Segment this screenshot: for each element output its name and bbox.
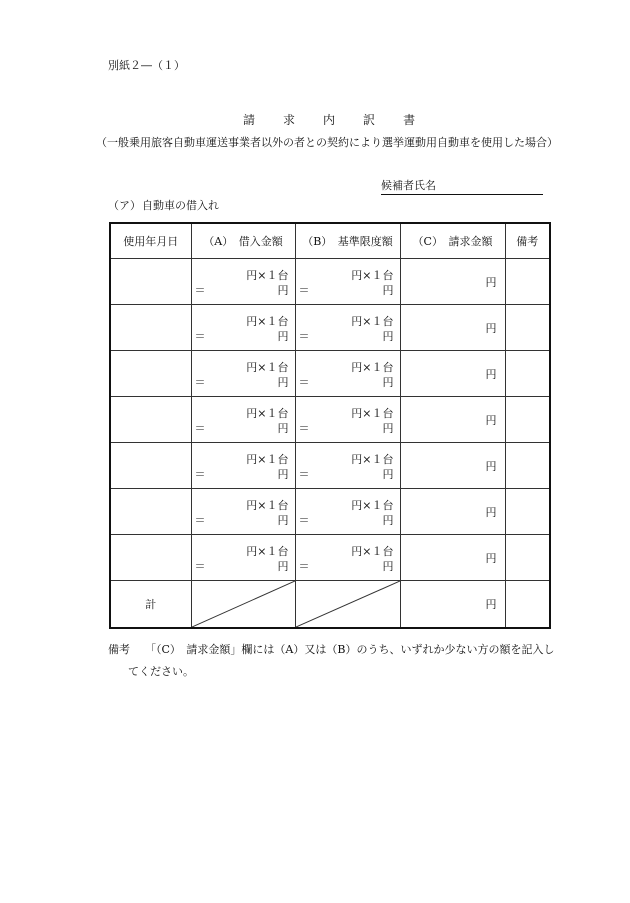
yen-unit: 円 [485, 367, 497, 381]
remarks-cell[interactable] [505, 259, 550, 305]
footnote [108, 641, 554, 657]
yen-unit: 円 [382, 560, 394, 573]
table-row [110, 351, 550, 397]
equals-sign: ＝ [298, 284, 310, 297]
title-char: 請 [243, 113, 256, 127]
equals-sign: ＝ [194, 560, 206, 573]
rental-amount-cell[interactable] [191, 305, 295, 351]
yen-unit: 円 [485, 551, 497, 565]
equals-sign: ＝ [194, 284, 206, 297]
title-char: 書 [403, 113, 416, 127]
standard-limit-cell[interactable] [295, 489, 400, 535]
yen-unit: 円 [485, 459, 497, 473]
yen-unit: 円 [277, 560, 289, 573]
yen-unit: 円 [382, 468, 394, 481]
rental-amount-cell[interactable] [191, 397, 295, 443]
header-rental-amount: （A） 借入金額 [191, 223, 295, 259]
diagonal-line [296, 581, 400, 627]
unit-rate-label: 円×１台 [246, 269, 289, 282]
yen-unit: 円 [277, 422, 289, 435]
equals-sign: ＝ [194, 330, 206, 343]
candidate-name-field[interactable] [381, 177, 543, 195]
remarks-cell[interactable] [505, 305, 550, 351]
unit-rate-label: 円×１台 [246, 407, 289, 420]
claim-amount-cell[interactable] [400, 443, 505, 489]
equals-sign: ＝ [298, 468, 310, 481]
claim-amount-cell[interactable] [400, 397, 505, 443]
date-cell[interactable] [110, 351, 191, 397]
claim-amount-cell[interactable] [400, 259, 505, 305]
claim-amount-cell[interactable] [400, 489, 505, 535]
title-char: 内 [323, 113, 336, 127]
unit-rate-label: 円×１台 [351, 407, 394, 420]
equals-sign: ＝ [194, 422, 206, 435]
unit-rate-label: 円×１台 [351, 545, 394, 558]
header-date: 使用年月日 [110, 223, 191, 259]
form-number: 別紙２―（１） [108, 59, 185, 72]
yen-unit: 円 [485, 505, 497, 519]
rental-amount-cell[interactable] [191, 259, 295, 305]
remarks-cell[interactable] [505, 489, 550, 535]
section-title: 自動車の借入れ [142, 199, 219, 212]
section-label: （ア） [108, 199, 141, 212]
equals-sign: ＝ [298, 560, 310, 573]
total-b-diagonal [295, 581, 400, 629]
table-row [110, 397, 550, 443]
section-heading [108, 197, 219, 213]
equals-sign: ＝ [298, 514, 310, 527]
standard-limit-cell[interactable] [295, 351, 400, 397]
candidate-name-label: 候補者氏名 [381, 179, 436, 192]
date-cell[interactable] [110, 397, 191, 443]
header-standard-limit: （B） 基準限度額 [295, 223, 400, 259]
diagonal-line [192, 581, 295, 627]
equals-sign: ＝ [298, 376, 310, 389]
total-remarks-cell[interactable] [505, 581, 550, 629]
date-cell[interactable] [110, 535, 191, 581]
unit-rate-label: 円×１台 [246, 499, 289, 512]
date-cell[interactable] [110, 305, 191, 351]
date-cell[interactable] [110, 443, 191, 489]
table-row [110, 489, 550, 535]
header-claim-amount: （C） 請求金額 [400, 223, 505, 259]
remarks-cell[interactable] [505, 443, 550, 489]
footnote-text-2: てください。 [128, 665, 194, 678]
total-claim-cell[interactable] [400, 581, 505, 629]
title-char: 訳 [363, 113, 376, 127]
total-label: 計 [110, 581, 191, 629]
remarks-cell[interactable] [505, 397, 550, 443]
rental-amount-cell[interactable] [191, 535, 295, 581]
yen-unit: 円 [485, 413, 497, 427]
yen-unit: 円 [277, 330, 289, 343]
unit-rate-label: 円×１台 [246, 453, 289, 466]
standard-limit-cell[interactable] [295, 259, 400, 305]
header-remarks: 備考 [505, 223, 550, 259]
standard-limit-cell[interactable] [295, 535, 400, 581]
unit-rate-label: 円×１台 [351, 315, 394, 328]
rental-amount-cell[interactable] [191, 489, 295, 535]
yen-unit: 円 [485, 598, 497, 611]
rental-amount-cell[interactable] [191, 351, 295, 397]
claim-amount-cell[interactable] [400, 535, 505, 581]
total-a-diagonal [191, 581, 295, 629]
remarks-cell[interactable] [505, 351, 550, 397]
equals-sign: ＝ [298, 422, 310, 435]
yen-unit: 円 [382, 422, 394, 435]
unit-rate-label: 円×１台 [246, 545, 289, 558]
equals-sign: ＝ [194, 514, 206, 527]
date-cell[interactable] [110, 489, 191, 535]
document-title [243, 111, 443, 128]
unit-rate-label: 円×１台 [246, 315, 289, 328]
unit-rate-label: 円×１台 [351, 269, 394, 282]
breakdown-table [109, 222, 551, 629]
unit-rate-label: 円×１台 [351, 361, 394, 374]
document-subtitle: （一般乗用旅客自動車運送事業者以外の者との契約により選挙運動用自動車を使用した場合） [96, 136, 558, 149]
equals-sign: ＝ [194, 468, 206, 481]
yen-unit: 円 [485, 321, 497, 335]
yen-unit: 円 [277, 284, 289, 297]
footnote-text-1: 「（C） 請求金額」欄には（A）又は（B）のうち、いずれか少ない方の額を記入し [145, 643, 555, 656]
unit-rate-label: 円×１台 [351, 499, 394, 512]
footnote-label: 備考 [108, 643, 130, 656]
rental-amount-cell[interactable] [191, 443, 295, 489]
table-row [110, 443, 550, 489]
yen-unit: 円 [277, 514, 289, 527]
yen-unit: 円 [382, 376, 394, 389]
claim-amount-cell[interactable] [400, 305, 505, 351]
equals-sign: ＝ [194, 376, 206, 389]
table-row [110, 535, 550, 581]
title-char: 求 [283, 113, 296, 127]
yen-unit: 円 [382, 284, 394, 297]
standard-limit-cell[interactable] [295, 397, 400, 443]
unit-rate-label: 円×１台 [351, 453, 394, 466]
date-cell[interactable] [110, 259, 191, 305]
yen-unit: 円 [382, 514, 394, 527]
unit-rate-label: 円×１台 [246, 361, 289, 374]
yen-unit: 円 [485, 275, 497, 289]
standard-limit-cell[interactable] [295, 443, 400, 489]
total-row [110, 581, 550, 629]
yen-unit: 円 [277, 376, 289, 389]
yen-unit: 円 [277, 468, 289, 481]
standard-limit-cell[interactable] [295, 305, 400, 351]
yen-unit: 円 [382, 330, 394, 343]
table-row [110, 259, 550, 305]
claim-amount-cell[interactable] [400, 351, 505, 397]
remarks-cell[interactable] [505, 535, 550, 581]
table-row [110, 305, 550, 351]
equals-sign: ＝ [298, 330, 310, 343]
